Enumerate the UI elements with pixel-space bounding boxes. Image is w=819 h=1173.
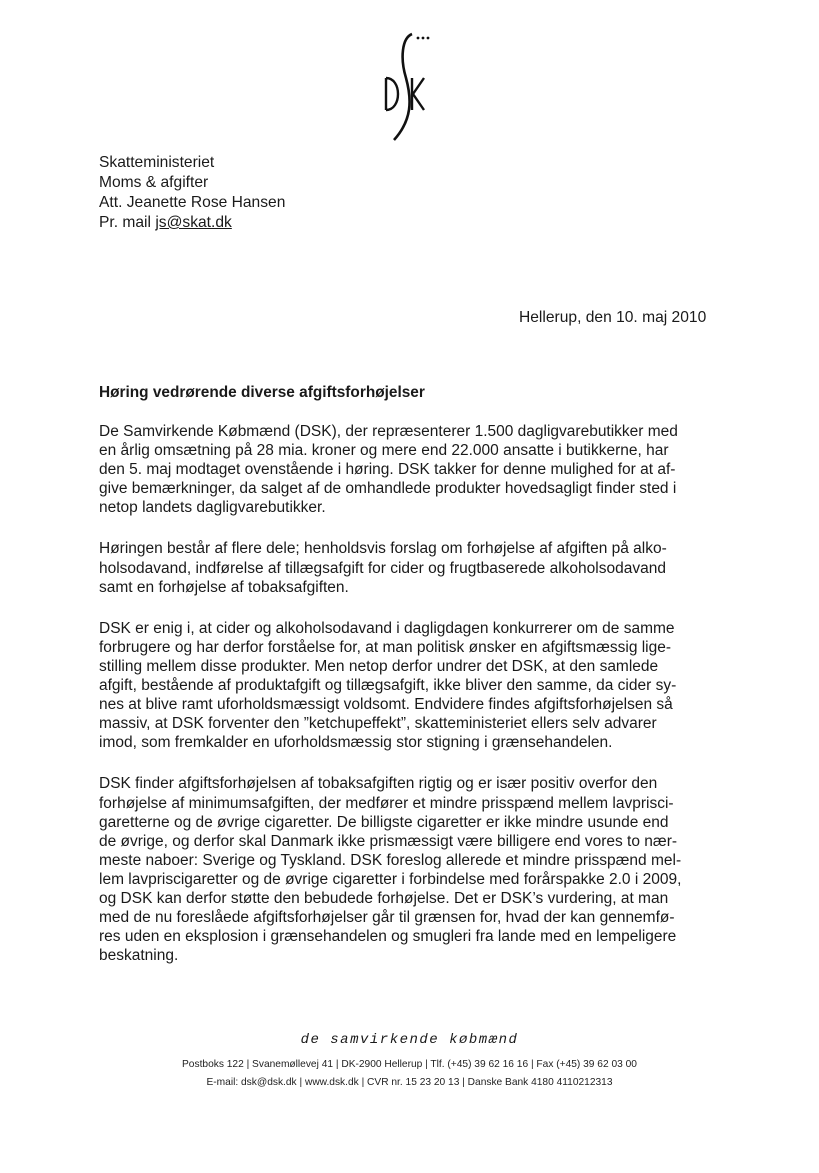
mail-prefix: Pr. mail (99, 214, 156, 231)
recipient-email-link[interactable]: js@skat.dk (155, 214, 232, 231)
paragraph-line: forhøjelse af minimumsafgiften, der medfører et mindre prisspænd mellem lavprisci- (99, 794, 674, 812)
letter-date: Hellerup, den 10. maj 2010 (519, 309, 707, 326)
paragraph-line: en årlig omsætning på 28 mia. kroner og mere end 22.000 ansatte i butikkerne, har (99, 442, 669, 460)
paragraph-line: Høringen består af flere dele; henholdsvis forslag om forhøjelse af afgiften på alko- (99, 540, 667, 558)
recipient-address (99, 153, 285, 233)
paragraph-line: DSK finder afgiftsforhøjelsen af tobaksafgiften rigtig og er især positiv overfor den (99, 775, 658, 793)
recipient-line-2: Moms & afgifter (99, 174, 209, 191)
paragraph-line: res uden en eksplosion i grænsehandelen og smugleri fra lande med en lempeligere (99, 928, 677, 946)
paragraph-line: DSK er enig i, at cider og alkoholsodavand i dagligdagen konkurrerer om de samme (99, 619, 675, 637)
recipient-line-1: Skatteministeriet (99, 154, 215, 171)
paragraph-line: garetterne og de øvrige cigaretter. De billigste cigaretter er ikke mindre usunde end (99, 813, 669, 831)
paragraph-line: holsodavand, indførelse af tillægsafgift for cider og frugtbaserede alkoholsodavand (99, 559, 666, 577)
footer-contact-line: Postboks 122 | Svanemøllevej 41 | DK-2900 Hellerup | Tlf. (+45) 39 62 16 16 | Fax (+45) 39 62 03 00 (182, 1059, 637, 1070)
paragraph-4 (99, 774, 729, 965)
paragraph-2 (99, 539, 729, 596)
paragraph-line: forbrugere og har derfor forståelse for, at man politisk ønsker en afgiftsmæssig lige- (99, 638, 672, 656)
paragraph-3 (99, 619, 729, 753)
letter-body (99, 422, 729, 987)
paragraph-line: nes at blive ramt uforholdsmæssigt voldsomt. Endvidere findes afgiftsforhøjelsen så (99, 696, 673, 714)
paragraph-line: meste naboer: Sverige og Tyskland. DSK foreslog allerede et mindre prisspænd mel- (99, 851, 682, 869)
paragraph-line: imod, som fremkalder en uforholdsmæssig stor stigning i grænsehandelen. (99, 734, 613, 752)
paragraph-line: massiv, at DSK forventer den ”ketchupeffekt”, skatteministeriet ellers selv advarer (99, 715, 657, 733)
dsk-logo (372, 28, 432, 148)
paragraph-1 (99, 422, 729, 517)
paragraph-line: samt en forhøjelse af tobaksafgiften. (99, 578, 349, 596)
letter-subject: Høring vedrørende diverse afgiftsforhøjelser (99, 384, 425, 401)
paragraph-line: netop landets dagligvarebutikker. (99, 499, 326, 517)
recipient-line-3: Att. Jeanette Rose Hansen (99, 194, 286, 211)
paragraph-line: give bemærkninger, da salget af de omhandlede produkter hovedsagligt finder sted i (99, 480, 677, 498)
paragraph-line: afgift, bestående af produktafgift og tillægsafgift, ikke bliver den samme, da cider sy- (99, 677, 677, 695)
footer-registration-line: E-mail: dsk@dsk.dk | www.dsk.dk | CVR nr. 15 23 20 13 | Danske Bank 4180 4110212313 (206, 1077, 613, 1088)
paragraph-line: stilling mellem disse produkter. Men netop derfor undrer det DSK, at den samlede (99, 657, 659, 675)
paragraph-line: lem lavpriscigaretter og de øvrige cigaretter i forbindelse med forårspakke 2.0 i 2009, (99, 870, 682, 888)
paragraph-line: de øvrige, og derfor skal Danmark ikke prismæssigt være billigere end vores to nær- (99, 832, 678, 850)
paragraph-line: den 5. maj modtaget ovenstående i høring. DSK takker for denne mulighed for at af- (99, 461, 676, 479)
recipient-mail-line (99, 213, 285, 233)
paragraph-line: beskatning. (99, 947, 179, 965)
footer-company-name: de samvirkende købmænd (300, 1032, 519, 1048)
paragraph-line: De Samvirkende Købmænd (DSK), der repræsenterer 1.500 dagligvarebutikker med (99, 423, 678, 440)
paragraph-line: og DSK kan derfor støtte den bebudede forhøjelse. Det er DSK’s vurdering, at man (99, 889, 669, 907)
paragraph-line: med de nu foreslåede afgiftsforhøjelser går til grænsen for, hvad der kan gennemfø- (99, 909, 675, 927)
